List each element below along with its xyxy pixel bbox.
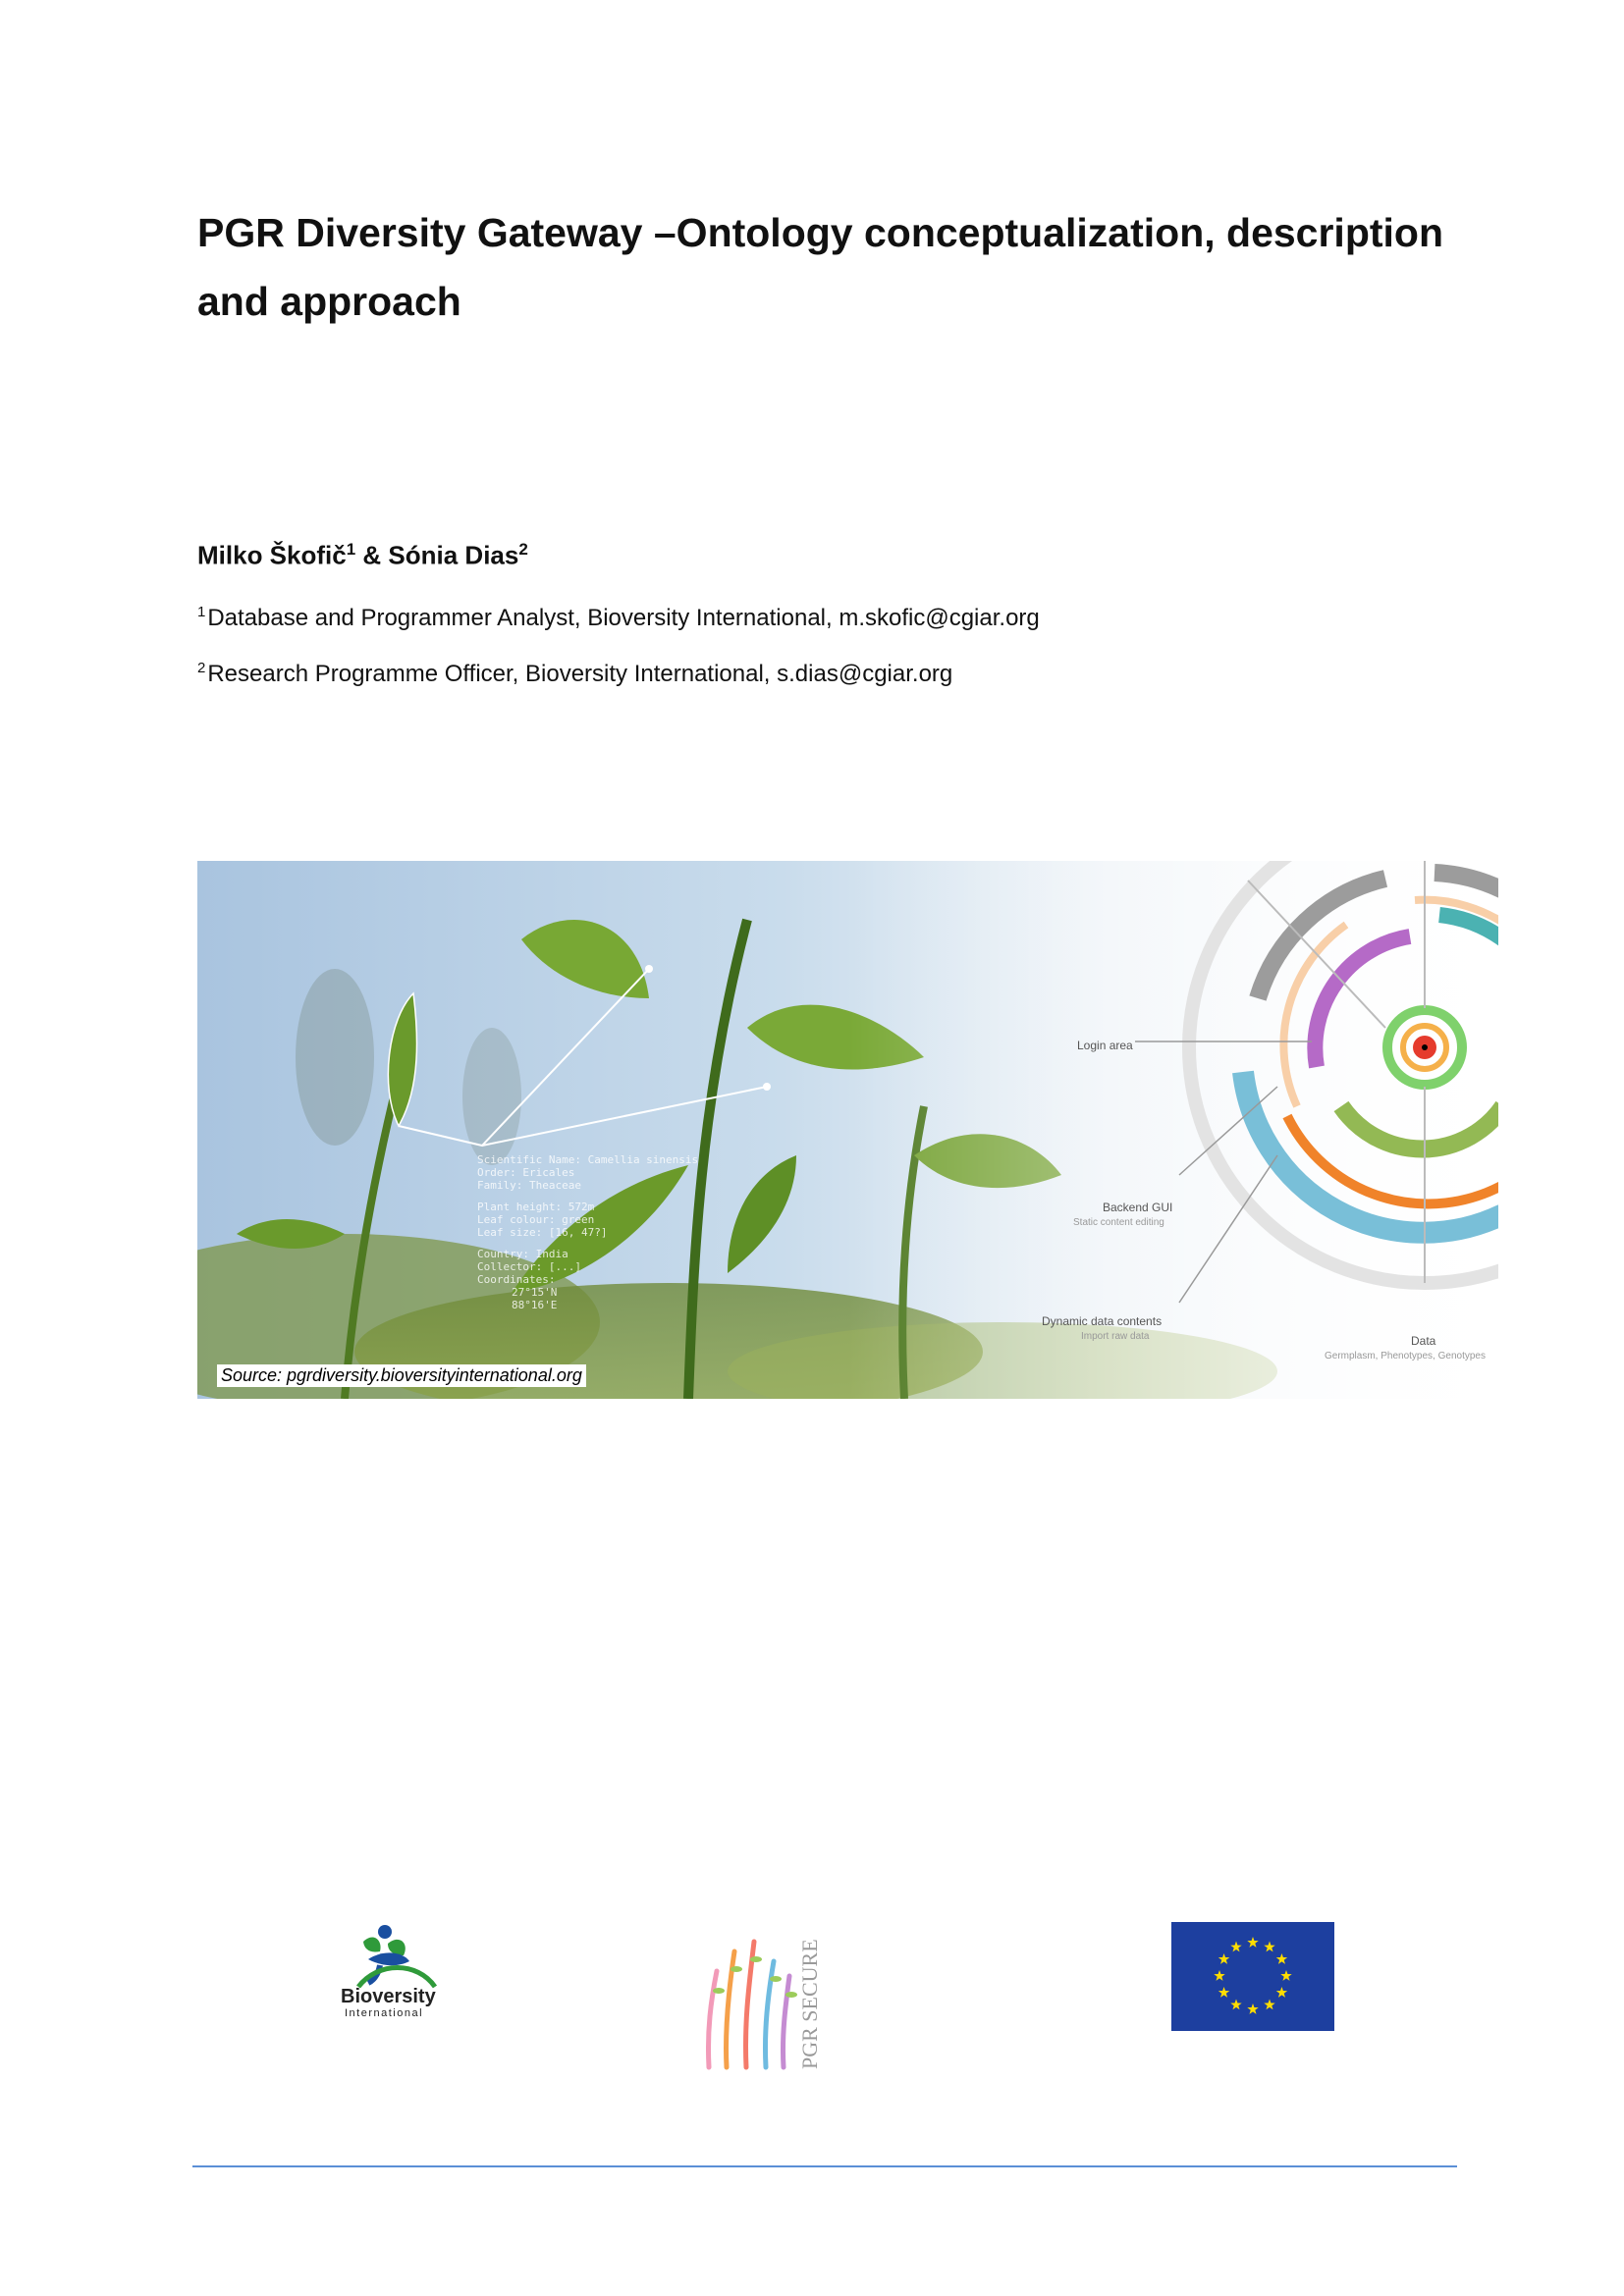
eu-stars-icon <box>1171 1922 1334 2031</box>
author-1-affil-marker: 1 <box>346 540 356 559</box>
hero-illustration <box>197 861 1498 1399</box>
document-title: PGR Diversity Gateway –Ontology conceptualization, description and approach <box>197 210 1443 324</box>
author-name-1: Milko Škofič <box>197 540 347 570</box>
backend-gui-sublabel: Static content editing <box>1073 1217 1164 1228</box>
hero-image <box>197 861 1498 1399</box>
affiliation-1-text: Database and Programmer Analyst, Bioversity International, m.skofic@cgiar.org <box>207 605 1040 631</box>
data-sublabel: Germplasm, Phenotypes, Genotypes <box>1325 1351 1486 1362</box>
image-source-caption: Source: pgrdiversity.bioversityinternational.org <box>217 1364 586 1387</box>
eu-star-icon <box>1276 1953 1287 1964</box>
affiliation-1-marker: 1 <box>197 604 206 620</box>
bioversity-logo <box>339 1922 452 2020</box>
eu-star-icon <box>1276 1987 1287 1998</box>
dynamic-data-label: Dynamic data contents <box>1042 1314 1163 1328</box>
eu-star-icon <box>1264 1942 1274 1952</box>
data-label: Data <box>1411 1334 1436 1348</box>
footer-rule <box>192 2165 1457 2167</box>
pgr-secure-wordmark: PGR SECURE <box>797 1939 822 2069</box>
eu-star-icon <box>1214 1970 1224 1981</box>
pgr-secure-mark-icon <box>699 1922 827 2071</box>
pgr-secure-logo <box>699 1922 827 2071</box>
affiliation-2 <box>197 660 952 688</box>
login-area-label: Login area <box>1077 1039 1133 1052</box>
author-2-affil-marker: 2 <box>518 540 528 559</box>
bioversity-wordmark: Bioversity <box>341 1986 436 2007</box>
affiliation-1 <box>197 604 1040 632</box>
eu-star-icon <box>1230 1999 1241 2009</box>
author-name-2: Sónia Dias <box>388 540 519 570</box>
dynamic-data-sublabel: Import raw data <box>1081 1331 1150 1342</box>
affiliation-2-text: Research Programme Officer, Bioversity International, s.dias@cgiar.org <box>207 661 953 687</box>
author-line <box>197 540 528 571</box>
eu-flag <box>1171 1922 1334 2031</box>
eu-star-icon <box>1230 1942 1241 1952</box>
bioversity-subtitle: International <box>345 2007 424 2019</box>
eu-star-icon <box>1280 1970 1291 1981</box>
eu-star-icon <box>1264 1999 1274 2009</box>
affiliation-2-marker: 2 <box>197 660 206 676</box>
backend-gui-label: Backend GUI <box>1103 1201 1173 1214</box>
eu-star-icon <box>1247 1937 1258 1948</box>
eu-star-icon <box>1218 1953 1229 1964</box>
eu-star-icon <box>1247 2003 1258 2014</box>
eu-star-icon <box>1218 1987 1229 1998</box>
bioversity-mark-icon <box>339 1922 452 2020</box>
author-joiner: & <box>355 540 389 570</box>
